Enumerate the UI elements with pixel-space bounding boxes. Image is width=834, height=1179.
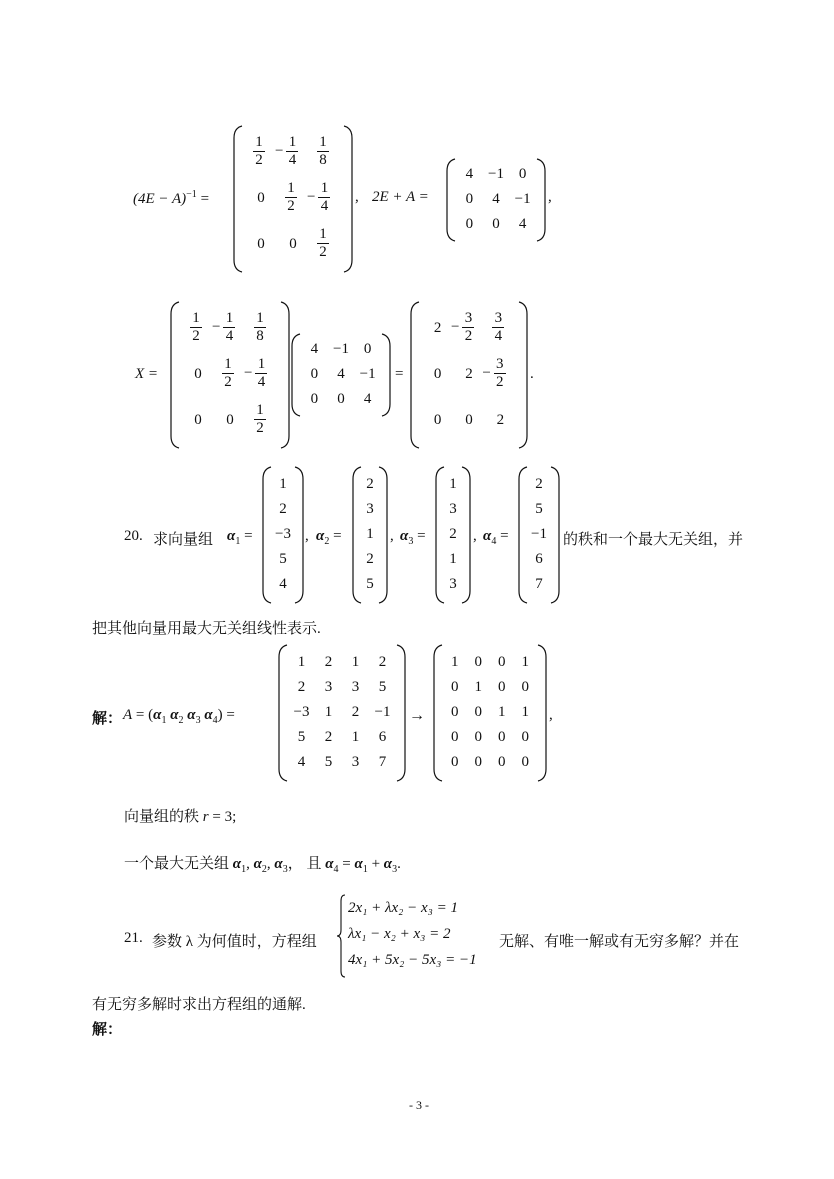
matrix-cell: 2	[433, 320, 442, 336]
matrix-cell-fraction: 3 4	[492, 310, 504, 345]
matrix-cell-fraction: 1 2	[222, 356, 234, 391]
matrix-cell: 0	[226, 412, 234, 428]
matrix-cell-fraction: 1 8	[317, 134, 329, 169]
matrix-cell: 0	[474, 654, 482, 671]
comma: ,	[390, 528, 394, 544]
matrix-cell: 3	[449, 501, 457, 518]
matrix-cell-fraction: 1 2	[253, 134, 265, 169]
alpha3-label: $\alpha_3$ =	[400, 528, 426, 547]
matrix-cell: 0	[465, 215, 474, 232]
matrix-cell: 2	[351, 704, 360, 720]
problem-21-line2: 有无穷多解时求出方程组的通解.	[92, 997, 306, 1013]
matrix-cell-fraction: − 1 4	[244, 356, 267, 391]
matrix-cell: 0	[289, 236, 297, 252]
matrix-cell: 1	[498, 704, 506, 720]
matrix-cell: 1	[351, 654, 360, 671]
matrix-cell: −1	[359, 366, 376, 382]
problem-21-solution-label: 解：	[92, 1022, 123, 1038]
matrix-cell-fraction: 1 2	[285, 180, 297, 215]
matrix-cell: 0	[474, 753, 482, 770]
matrix-cell: 2	[496, 412, 505, 428]
matrix-cell: 0	[521, 679, 529, 696]
matrix-cell: 2	[279, 501, 287, 518]
alpha4-label: $\alpha_4$ =	[483, 528, 509, 547]
problem-20-line2: 把其他向量用最大无关组线性表示.	[92, 621, 321, 637]
matrix-cell: −1	[374, 704, 391, 720]
matrix-cell: 3	[449, 575, 457, 592]
matrix-cell: 0	[337, 390, 345, 407]
matrix-cell: 4	[465, 166, 474, 183]
matrix-cell-fraction: − 3 2	[482, 356, 505, 391]
matrix-cell: 1	[366, 526, 374, 542]
matrix-cell: 0	[451, 753, 459, 770]
matrix-cell: 1	[351, 728, 360, 745]
comma: ,	[305, 528, 309, 544]
left-paren	[292, 334, 300, 416]
matrix-cell: 5	[535, 501, 543, 518]
equation-line: 2x₁ + λx₂ − x₃ = 1	[348, 900, 458, 916]
solution-label: 解：	[92, 711, 123, 727]
matrix-cell-fraction: − 1 4	[212, 310, 235, 345]
problem-20-lead: 求向量组	[153, 532, 214, 548]
right-paren	[344, 126, 352, 272]
matrix-cell: 0	[521, 728, 529, 745]
problem-20-tail: 的秩和一个最大无关组，并	[563, 532, 744, 548]
matrix-cell: 0	[518, 166, 527, 183]
alpha2-label: $\alpha_2$ =	[316, 528, 342, 547]
matrix-cell: 2	[324, 654, 333, 671]
left-paren	[234, 126, 242, 272]
page-number: - 3 -	[409, 1098, 429, 1112]
matrix-cell: 4	[518, 215, 527, 232]
arrow: →	[409, 707, 425, 724]
problem-21-tail: 无解、有唯一解或有无穷多解？并在	[499, 934, 740, 950]
matrix-a	[278, 643, 406, 783]
matrix-cell: 1	[279, 476, 287, 493]
matrix-cell: 5	[366, 575, 374, 592]
matrix-2e-plus-a-repeat	[291, 332, 391, 418]
matrix-cell: 0	[194, 412, 202, 428]
matrix-cell: 0	[433, 412, 442, 428]
matrix-cell: 0	[451, 704, 459, 720]
matrix-2e-plus-a	[446, 157, 546, 243]
matrix-cell: 5	[378, 679, 387, 696]
matrix-cell: 4	[279, 575, 287, 592]
matrix-cell: 1	[449, 550, 457, 567]
left-paren	[279, 645, 287, 781]
matrix-cell-fraction: 1 8	[254, 310, 266, 345]
matrix-cell: 4	[492, 191, 500, 207]
matrix-cell: 4	[310, 341, 319, 358]
comma: ,	[473, 528, 477, 544]
matrix-cell-fraction: − 1 4	[307, 180, 330, 215]
matrix-cell: 0	[474, 704, 482, 720]
matrix-cell: −3	[275, 526, 291, 542]
vector-alpha3	[435, 465, 471, 605]
matrix-cell: 2	[297, 679, 306, 696]
matrix-cell: 3	[351, 679, 360, 696]
matrix-cell-fraction: 1 2	[254, 402, 266, 437]
problem-21-number: 21.	[124, 930, 143, 946]
x-lhs: X =	[135, 366, 159, 382]
matrix-reduced	[433, 643, 547, 783]
matrix-cell: 1	[449, 476, 457, 493]
vector-alpha1	[262, 465, 304, 605]
matrix-cell: 2	[378, 654, 387, 671]
matrix-cell: −1	[333, 341, 349, 358]
matrix-cell: 1	[324, 704, 333, 720]
matrix-cell: 7	[378, 753, 387, 770]
left-brace	[337, 895, 345, 977]
matrix-cell: 2	[535, 476, 543, 493]
matrix-cell: 0	[465, 412, 473, 428]
inverse-matrix-repeat	[170, 300, 290, 450]
equation-system	[336, 893, 496, 979]
matrix-cell: 0	[451, 728, 459, 745]
matrix-cell: 0	[451, 679, 459, 696]
matrix-cell: 2	[366, 476, 374, 493]
matrix-cell: −1	[531, 526, 547, 542]
problem-20-number: 20.	[124, 528, 143, 544]
matrix-cell: 5	[297, 728, 306, 745]
matrix-cell: 0	[310, 390, 319, 407]
matrix-cell-fraction: 1 2	[190, 310, 202, 345]
matrix-cell: 7	[535, 575, 543, 592]
matrix-cell: −3	[293, 704, 310, 720]
matrix-cell: 3	[324, 679, 333, 696]
matrix-cell: 4	[297, 753, 306, 770]
matrix-cell: 1	[297, 654, 306, 671]
matrix-cell: 0	[492, 215, 500, 232]
matrix-cell-fraction: − 3 2	[451, 310, 474, 345]
matrix-cell: 5	[279, 550, 287, 567]
left-paren	[411, 302, 419, 448]
matrix-cell: 1	[521, 704, 529, 720]
matrix-cell: 0	[465, 191, 474, 207]
matrix-cell: 0	[194, 366, 202, 382]
comma: ,	[549, 707, 553, 723]
matrix-cell: 1	[521, 654, 529, 671]
matrix-cell: 4	[337, 366, 345, 382]
right-paren	[382, 334, 390, 416]
matrix-cell: 0	[257, 190, 265, 206]
matrix-cell: 0	[498, 753, 506, 770]
right-paren	[519, 302, 527, 448]
matrix-cell: 0	[257, 236, 265, 252]
matrix-cell: 2	[449, 526, 457, 542]
comma: ,	[355, 189, 359, 205]
matrix-cell: 0	[363, 341, 372, 358]
matrix-cell: 3	[366, 501, 374, 518]
matrix-cell: 4	[363, 390, 372, 407]
matrix-cell: 0	[310, 366, 319, 382]
matrix-cell: 1	[451, 654, 459, 671]
basis-text: 一个最大无关组 $\alpha_1$, $\alpha_2$, $\alpha_3$， 且 $\alpha_4 = \alpha_1 + \alpha_3$.	[124, 856, 401, 875]
matrix-cell: 0	[498, 728, 506, 745]
matrix-cell: 2	[465, 366, 473, 382]
x-result-matrix	[410, 300, 528, 450]
matrix-cell: 6	[378, 728, 387, 745]
lhs-2ea: 2E + A =	[372, 189, 429, 205]
inv-lhs: $(4E - A)^{-1}$ =	[133, 189, 210, 207]
matrix-cell: 0	[498, 679, 506, 696]
matrix-cell: 3	[351, 753, 360, 770]
left-paren	[171, 302, 179, 448]
matrix-cell: 0	[433, 366, 442, 382]
right-paren	[281, 302, 289, 448]
rank-text: 向量组的秩 r = 3;	[124, 809, 237, 825]
matrix-cell: 6	[535, 550, 543, 567]
matrix-cell: 1	[474, 679, 482, 696]
right-paren	[537, 159, 545, 241]
vector-alpha2	[352, 465, 388, 605]
left-paren	[447, 159, 455, 241]
matrix-cell-fraction: 1 2	[317, 226, 329, 261]
problem-21-lead: 参数 λ 为何值时，方程组	[152, 934, 317, 950]
inverse-matrix	[233, 124, 353, 274]
right-paren	[397, 645, 405, 781]
matrix-cell: 0	[521, 753, 529, 770]
equation-line: 4x₁ + 5x₂ − 5x₃ = −1	[348, 952, 477, 968]
period: .	[530, 366, 534, 382]
matrix-cell: 2	[366, 550, 374, 567]
comma: ,	[548, 189, 552, 205]
matrix-cell: 5	[324, 753, 333, 770]
matrix-cell: −1	[514, 191, 531, 207]
matrix-cell: 2	[324, 728, 333, 745]
solution-lhs: $A = (\alpha_1$ $\alpha_2$ $\alpha_3$ $\alpha_4$) =	[123, 707, 235, 726]
matrix-cell-fraction: − 1 4	[275, 134, 298, 169]
alpha1-label: $\alpha_1$ =	[227, 528, 253, 547]
equals: =	[395, 366, 404, 382]
matrix-cell: −1	[488, 166, 504, 183]
matrix-cell: 0	[498, 654, 506, 671]
equation-line: λx₁ − x₂ + x₃ = 2	[348, 926, 451, 942]
vector-alpha4	[518, 465, 560, 605]
matrix-cell: 0	[474, 728, 482, 745]
